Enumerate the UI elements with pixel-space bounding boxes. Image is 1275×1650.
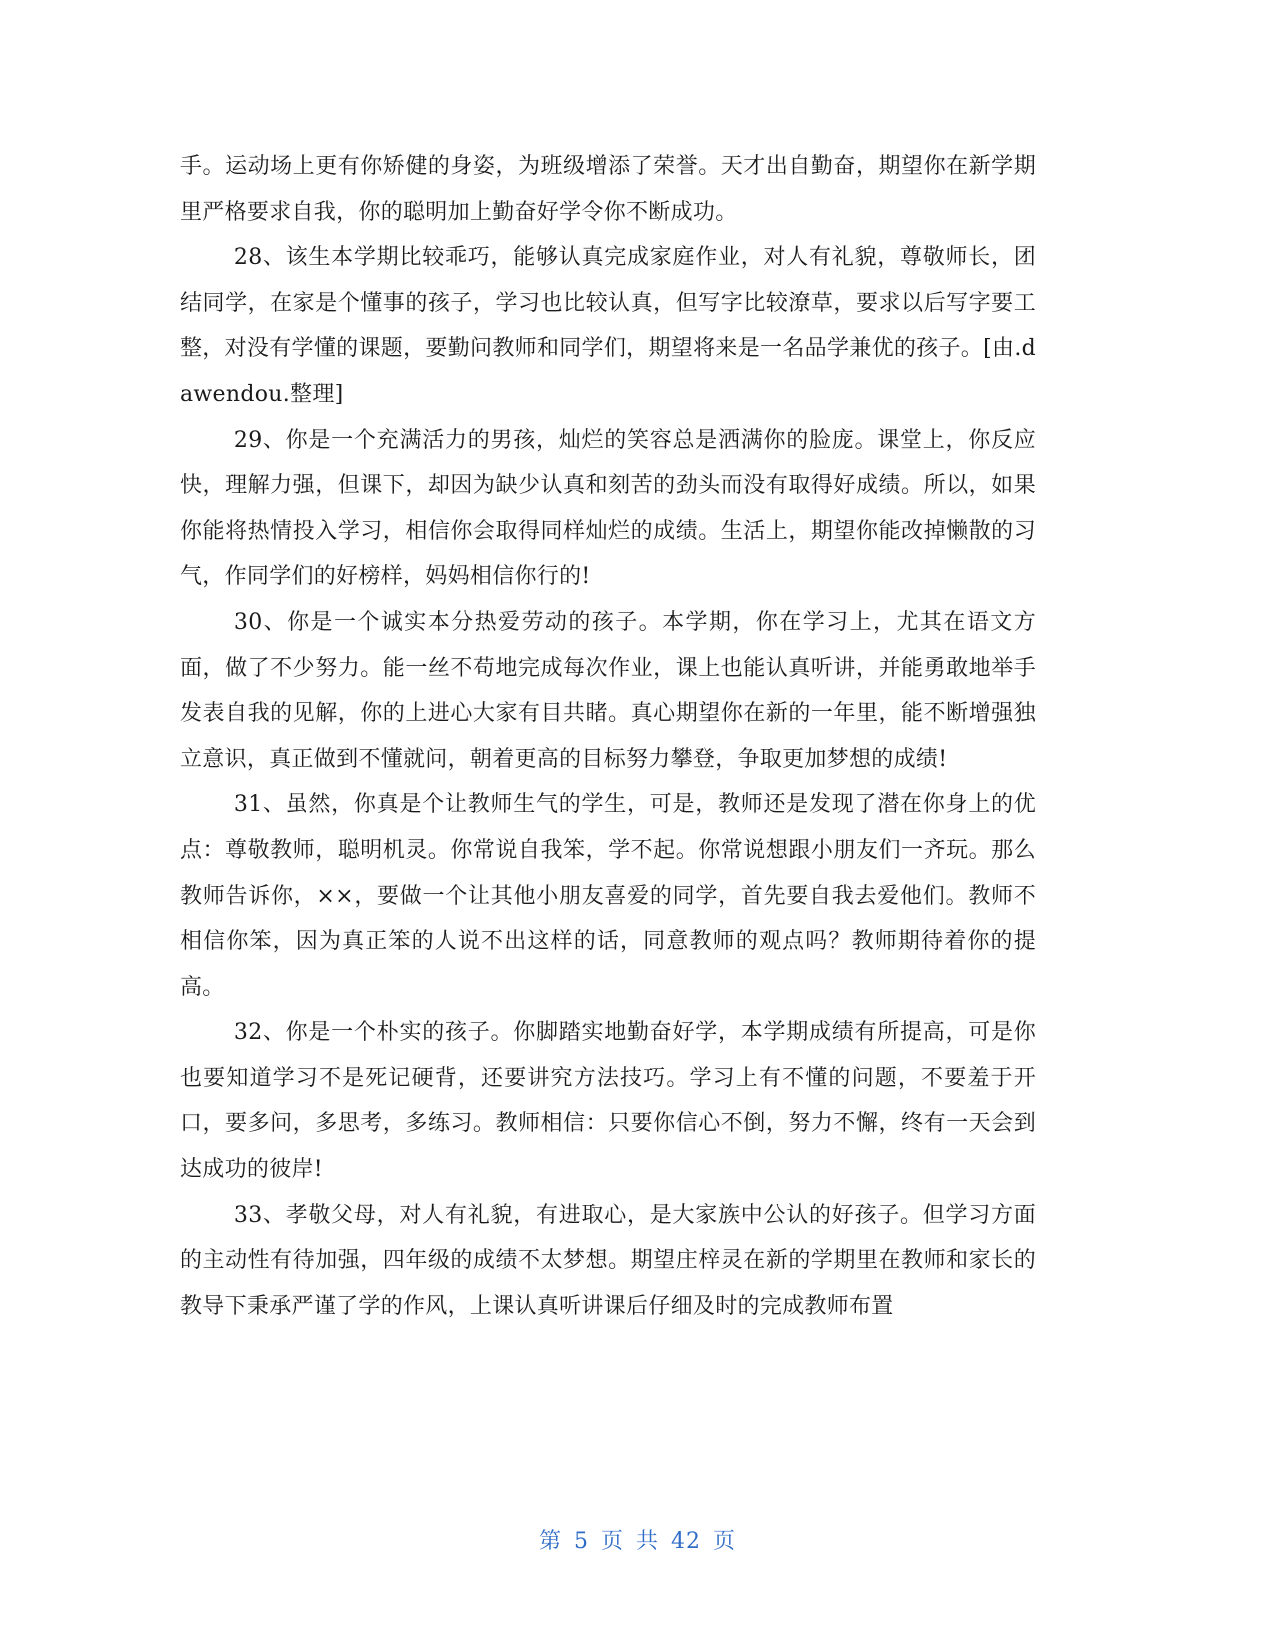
page-footer xyxy=(0,1524,1275,1555)
footer-gong: 共 xyxy=(636,1529,660,1554)
document-body xyxy=(180,144,1036,1329)
paragraph-comment-31: 31、虽然，你真是个让教师生气的学生，可是，教师还是发现了潜在你身上的优点：尊敬教师，聪明机灵。你常说自我笨，学不起。你常说想跟小朋友们一齐玩。那么教师告诉你，××，要做一个让其他小朋友喜爱的同学，首先要自我去爱他们。教师不相信你笨，因为真正笨的人说不出这样的话，同意教师的观点吗？教师期待着你的提高。 xyxy=(180,792,1036,1000)
footer-ye-end: 页 xyxy=(713,1529,737,1554)
footer-di: 第 xyxy=(538,1529,562,1554)
footer-ye: 页 xyxy=(600,1529,624,1554)
paragraph-comment-28: 28、该生本学期比较乖巧，能够认真完成家庭作业，对人有礼貌，尊敬师长，团结同学，在家是个懂事的孩子，学习也比较认真，但写字比较潦草，要求以后写字要工整，对没有学懂的课题，要勤问教师和同学们，期望将来是一名品学兼优的孩子。[由.dawendou.整理] xyxy=(180,245,1036,407)
paragraph-comment-32: 32、你是一个朴实的孩子。你脚踏实地勤奋好学，本学期成绩有所提高，可是你也要知道学习不是死记硬背，还要讲究方法技巧。学习上有不懂的问题，不要羞于开口，要多问，多思考，多练习。教师相信：只要你信心不倒，努力不懈，终有一天会到达成功的彼岸! xyxy=(180,1020,1036,1183)
paragraph-comment-30: 30、你是一个诚实本分热爱劳动的孩子。本学期，你在学习上，尤其在语文方面，做了不少努力。能一丝不苟地完成每次作业，课上也能认真听讲，并能勇敢地举手发表自我的见解，你的上进心大家有目共睹。真心期望你在新的一年里，能不断增强独立意识，真正做到不懂就问，朝着更高的目标努力攀登，争取更加梦想的成绩! xyxy=(180,609,1036,772)
paragraph-comment-33: 33、孝敬父母，对人有礼貌，有进取心，是大家族中公认的好孩子。但学习方面的主动性有待加强，四年级的成绩不太梦想。期望庄梓灵在新的学期里在教师和家长的教导下秉承严谨了学的作风，上课认真听讲课后仔细及时的完成教师布置 xyxy=(180,1202,1036,1319)
footer-total-pages: 42 xyxy=(671,1529,702,1554)
footer-page-number: 5 xyxy=(573,1529,589,1554)
paragraph-comment-29: 29、你是一个充满活力的男孩，灿烂的笑容总是洒满你的脸庞。课堂上，你反应快，理解力强，但课下，却因为缺少认真和刻苦的劲头而没有取得好成绩。所以，如果你能将热情投入学习，相信你会取得同样灿烂的成绩。生活上，期望你能改掉懒散的习气，作同学们的好榜样，妈妈相信你行的! xyxy=(180,427,1036,590)
paragraph-continued: 手。运动场上更有你矫健的身姿，为班级增添了荣誉。天才出自勤奋，期望你在新学期里严格要求自我，你的聪明加上勤奋好学令你不断成功。 xyxy=(180,154,1036,225)
